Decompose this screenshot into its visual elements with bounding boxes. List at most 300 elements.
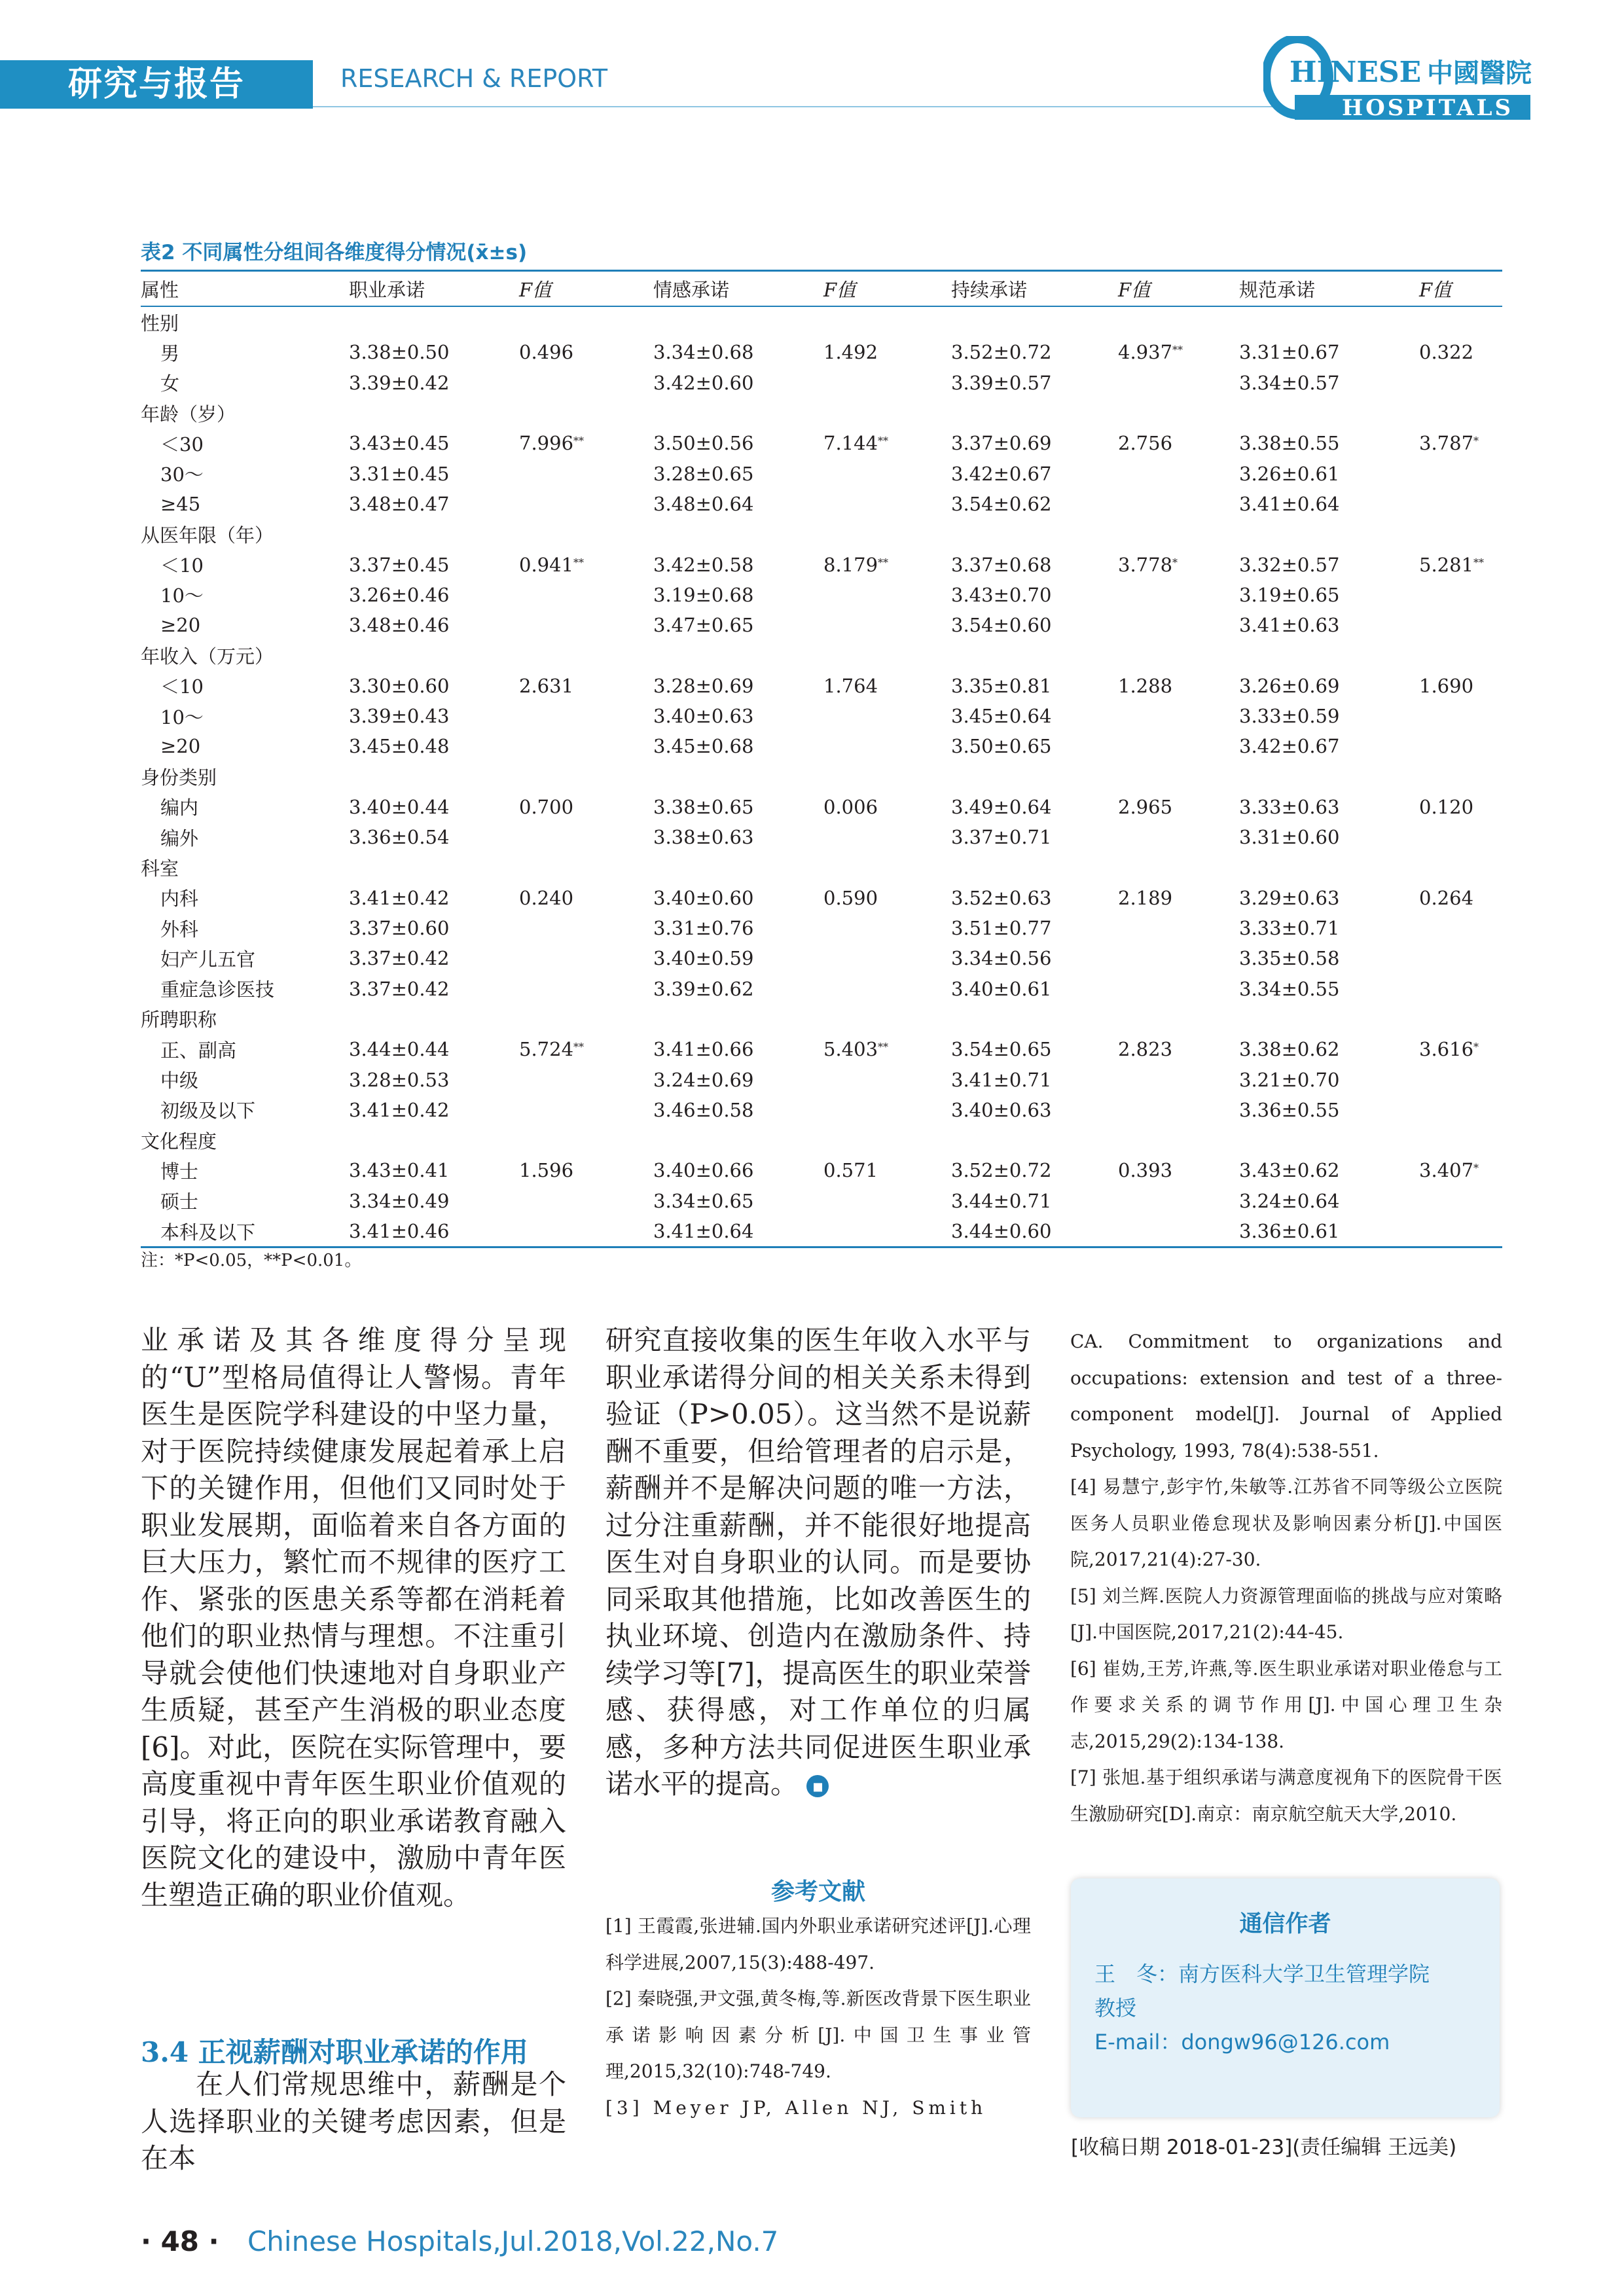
table-cell: 3.44±0.44 xyxy=(349,1038,450,1061)
table-cell xyxy=(1118,489,1239,519)
body-paragraph-text: 研究直接收集的医生年收入水平与职业承诺得分间的相关关系未得到验证（P>0.05）。这当然不是说薪酬不重要，但给管理者的启示是，薪酬并不是解决问题的唯一方法，过分注重薪酬，并不能很好地提高医生对自身职业的认同。而是要协同采取其他措施，比如改善医生的执业环境、创造内在激励条件、持续学习等[7]，提高医生的职业荣誉感、获得感，对工作单位的归属感，多种方法共同促进医生职业承诺水平的提高。 xyxy=(605,1324,1031,1800)
table-cell: 3.33±0.63 xyxy=(1239,795,1340,818)
table-cell: 3.31±0.60 xyxy=(1239,826,1340,849)
table-cell: 7.996** xyxy=(519,432,585,455)
table-cell: 3.41±0.63 xyxy=(1239,614,1340,637)
table-group-row xyxy=(141,640,1502,670)
body-paragraph xyxy=(605,1322,1031,1803)
table-caption: 表2 不同属性分组间各维度得分情况(x̄±s) xyxy=(141,241,528,264)
table-cell: 0.496 xyxy=(519,341,574,364)
table-cell: 3.41±0.64 xyxy=(653,1216,823,1247)
significance-mark: * xyxy=(1172,556,1178,569)
table-cell xyxy=(823,731,951,761)
section-title-en: RESEARCH & REPORT xyxy=(340,64,608,93)
table-cell xyxy=(1118,610,1239,640)
table-cell: 3.28±0.53 xyxy=(349,1068,450,1091)
table-cell-label: 10～ xyxy=(160,706,204,728)
table-cell: 3.24±0.64 xyxy=(1239,1189,1340,1212)
table-cell: 3.45±0.68 xyxy=(653,735,754,758)
table-row xyxy=(141,1034,1502,1064)
table-cell xyxy=(349,1125,519,1155)
table-cell xyxy=(1419,1004,1502,1034)
table-cell xyxy=(653,640,823,670)
table-cell: 3.40±0.63 xyxy=(951,1098,1052,1121)
table-cell: 3.28±0.69 xyxy=(653,674,754,697)
table-cell: 3.31±0.76 xyxy=(653,917,754,940)
table-cell: 0.590 xyxy=(823,886,878,909)
references-list-col2 xyxy=(605,1908,1031,2126)
table-cell: 1.288 xyxy=(1118,674,1173,697)
table-cell: 3.44±0.60 xyxy=(951,1216,1118,1247)
table-cell xyxy=(1419,306,1502,337)
table-cell: 3.39±0.42 xyxy=(349,371,450,394)
table-cell xyxy=(519,1125,653,1155)
table-cell: 1.492 xyxy=(823,341,878,364)
reference-item: [2] 秦晓强,尹文强,黄冬梅,等.新医改背景下医生职业承诺影响因素分析[J].中国卫生事业管理,2015,32(10):748-749. xyxy=(605,1988,1031,2082)
table-row xyxy=(141,883,1502,913)
table-cell xyxy=(519,1004,653,1034)
significance-mark: * xyxy=(1473,1041,1479,1054)
table-cell xyxy=(349,852,519,882)
table-cell xyxy=(951,1004,1118,1034)
svg-text:中國醫院: 中國醫院 xyxy=(1427,58,1532,88)
table-row xyxy=(141,671,1502,701)
table-cell xyxy=(519,306,653,337)
table-cell xyxy=(1419,1064,1502,1094)
table-cell: 3.50±0.65 xyxy=(951,735,1052,758)
table-cell: 3.39±0.57 xyxy=(951,371,1052,394)
table-cell xyxy=(1419,610,1502,640)
table-cell: 1.596 xyxy=(519,1159,574,1182)
table-cell: 3.36±0.54 xyxy=(349,826,450,849)
table-cell xyxy=(1239,398,1419,428)
table-cell: 3.48±0.46 xyxy=(349,614,450,637)
table-cell xyxy=(823,1186,951,1216)
table-cell xyxy=(1118,1186,1239,1216)
table-cell: 3.54±0.60 xyxy=(951,614,1052,637)
table-cell: 0.240 xyxy=(519,886,574,909)
reference-item: [6] 崔妫,王芳,许燕,等.医生职业承诺对职业倦怠与工作要求关系的调节作用[J].中国心理卫生杂志,2015,29(2):134-138. xyxy=(1070,1657,1502,1752)
table-cell: 3.39±0.43 xyxy=(349,705,450,727)
table-cell xyxy=(823,489,951,519)
table-cell xyxy=(1419,822,1502,852)
table-cell: 0.571 xyxy=(823,1159,878,1182)
table-cell: 3.41±0.64 xyxy=(1239,492,1340,515)
table-row xyxy=(141,428,1502,458)
table-cell: 3.52±0.72 xyxy=(951,341,1052,364)
table-cell xyxy=(653,1004,823,1034)
table-row xyxy=(141,913,1502,943)
table-cell-label: 妇产儿五官 xyxy=(160,948,256,971)
table-cell xyxy=(1118,701,1239,731)
table-cell xyxy=(1419,943,1502,973)
table-cell: 3.41±0.42 xyxy=(349,1098,450,1121)
table-cell xyxy=(823,610,951,640)
table-cell xyxy=(951,761,1118,791)
table-cell: 0.393 xyxy=(1118,1159,1173,1182)
table-cell xyxy=(1118,1216,1239,1247)
table-cell: 8.179** xyxy=(823,553,889,576)
significance-mark: * xyxy=(1473,1162,1479,1175)
table-cell: 3.30±0.60 xyxy=(349,674,450,697)
table-cell: 3.37±0.60 xyxy=(349,917,450,940)
table-cell xyxy=(951,398,1118,428)
table-cell xyxy=(1239,519,1419,549)
table-row xyxy=(141,1216,1502,1247)
table-cell xyxy=(823,398,951,428)
table-cell xyxy=(1118,943,1239,973)
table-cell xyxy=(823,640,951,670)
table-cell: 3.19±0.65 xyxy=(1239,583,1340,606)
table-cell: 3.43±0.45 xyxy=(349,432,450,455)
table-row xyxy=(141,1095,1502,1125)
table-row xyxy=(141,337,1502,367)
table-cell xyxy=(519,761,653,791)
page-footer xyxy=(141,2225,778,2257)
significance-mark: ** xyxy=(1172,344,1183,357)
table-cell xyxy=(823,913,951,943)
table-cell: 3.26±0.69 xyxy=(1239,674,1340,697)
table-cell-label: 从医年限（年） xyxy=(141,524,274,547)
table-cell-label: ＜30 xyxy=(160,433,204,456)
table-cell xyxy=(349,398,519,428)
table-row xyxy=(141,822,1502,852)
table-cell-label: 身份类别 xyxy=(141,766,217,789)
table-cell xyxy=(1419,761,1502,791)
table-row xyxy=(141,731,1502,761)
header-rule xyxy=(313,106,1282,107)
table-cell: 3.42±0.60 xyxy=(653,371,754,394)
table-row xyxy=(141,701,1502,731)
table-cell xyxy=(823,1216,951,1247)
table-cell-label: 男 xyxy=(160,342,180,365)
table-cell: 0.120 xyxy=(1419,795,1474,818)
table-cell xyxy=(1239,852,1419,882)
correspondence-email: E-mail：dongw96@126.com xyxy=(1094,2030,1390,2054)
table-cell xyxy=(1118,368,1239,398)
table-cell xyxy=(823,306,951,337)
correspondence-title: 通信作者 xyxy=(1239,1911,1331,1937)
table-cell xyxy=(1419,1095,1502,1125)
table-cell: 7.144** xyxy=(823,432,889,455)
table-cell: 3.26±0.46 xyxy=(349,583,450,606)
table-cell-label: 外科 xyxy=(160,918,199,941)
table-cell xyxy=(1419,1186,1502,1216)
table-row xyxy=(141,974,1502,1004)
table-cell xyxy=(1419,580,1502,610)
table-cell-label: 年收入（万元） xyxy=(141,645,274,668)
table-cell: 2.965 xyxy=(1118,795,1173,818)
table-cell xyxy=(1118,913,1239,943)
table-cell-label: 文化程度 xyxy=(141,1130,217,1153)
table-cell: 3.47±0.65 xyxy=(653,614,754,637)
table-cell-label: 正、副高 xyxy=(160,1039,237,1062)
header-normative-commitment: 规范承诺 xyxy=(1239,271,1419,307)
table-cell: 3.45±0.48 xyxy=(349,735,450,758)
table-cell: 3.42±0.58 xyxy=(653,553,754,576)
table-cell xyxy=(1419,489,1502,519)
table-cell xyxy=(1118,822,1239,852)
body-paragraph: 业承诺及其各维度得分呈现的“U”型格局值得让人警惕。青年医生是医院学科建设的中坚力量，对于医院持续健康发展起着承上启下的关键作用，但他们又同时处于职业发展期，面临着来自各方面的巨大压力，繁忙而不规律的医疗工作、紧张的医患关系等都在消耗着他们的职业热情与理想。不注重引导就会使他们快速地对自身职业产生质疑，甚至产生消极的职业态度[6]。对此，医院在实际管理中，要高度重视中青年医生职业价值观的引导，将正向的职业承诺教育融入医院文化的建设中，激励中青年医生塑造正确的职业价值观。 xyxy=(141,1324,566,1911)
table-cell: 4.937** xyxy=(1118,341,1183,364)
table-cell: 3.39±0.62 xyxy=(653,977,754,1000)
table-cell-label: 所聘职称 xyxy=(141,1009,217,1031)
table-cell: 3.38±0.55 xyxy=(1239,432,1340,455)
table-cell: 3.38±0.50 xyxy=(349,341,450,364)
table-cell-label: 性别 xyxy=(141,312,179,334)
table-cell xyxy=(1118,1125,1239,1155)
table-cell: 3.51±0.77 xyxy=(951,917,1052,940)
table-cell xyxy=(823,1095,951,1125)
table-row xyxy=(141,792,1502,822)
section-heading-3-4: 3.4 正视薪酬对职业承诺的作用 xyxy=(141,2036,528,2068)
table-cell: 3.41±0.42 xyxy=(349,886,450,909)
table-row xyxy=(141,1186,1502,1216)
table-cell xyxy=(1239,306,1419,337)
table-cell xyxy=(1118,640,1239,670)
table-cell: 3.31±0.45 xyxy=(349,462,450,485)
data-table xyxy=(141,270,1502,1248)
table-cell xyxy=(349,761,519,791)
correspondence-title-rank: 教授 xyxy=(1094,1996,1137,2020)
table-cell: 2.823 xyxy=(1118,1038,1173,1061)
table-cell-label: 重症急诊医技 xyxy=(160,978,275,1001)
table-cell: 3.37±0.45 xyxy=(349,553,450,576)
table-cell: 3.43±0.70 xyxy=(951,583,1052,606)
table-cell: 3.34±0.65 xyxy=(653,1189,754,1212)
table-cell xyxy=(653,1125,823,1155)
table-cell: 3.34±0.68 xyxy=(653,341,754,364)
table-cell xyxy=(1118,519,1239,549)
table-cell xyxy=(1239,1004,1419,1034)
table-cell-label: ＜10 xyxy=(160,554,204,577)
table-cell xyxy=(1118,306,1239,337)
table-cell: 3.778* xyxy=(1118,553,1178,576)
table-cell: 3.42±0.67 xyxy=(1239,735,1340,758)
table-cell: 3.37±0.42 xyxy=(349,947,450,970)
table-cell xyxy=(823,943,951,973)
body-paragraph: 在人们常规思维中，薪酬是个人选择职业的关键考虑因素，但是在本 xyxy=(141,2068,566,2174)
table-cell: 3.35±0.58 xyxy=(1239,947,1340,970)
table-cell xyxy=(823,974,951,1004)
table-cell: 3.37±0.71 xyxy=(951,826,1052,849)
table-row xyxy=(141,580,1502,610)
journal-citation: Chinese Hospitals,Jul.2018,Vol.22,No.7 xyxy=(247,2225,779,2257)
table-header-row xyxy=(141,271,1502,307)
table-row xyxy=(141,549,1502,579)
table-cell xyxy=(519,943,653,973)
table-cell: 3.38±0.65 xyxy=(653,795,754,818)
table-cell: 3.48±0.47 xyxy=(349,492,450,515)
table-group-row xyxy=(141,306,1502,337)
table-cell: 3.29±0.63 xyxy=(1239,886,1340,909)
table-cell: 3.34±0.55 xyxy=(1239,977,1340,1000)
table-cell: 0.941** xyxy=(519,553,585,576)
table-cell: 2.189 xyxy=(1118,886,1173,909)
journal-logo xyxy=(1263,36,1532,121)
significance-mark: ** xyxy=(573,435,585,448)
table-cell: 3.50±0.56 xyxy=(653,432,754,455)
table-cell xyxy=(1118,458,1239,488)
table-group-row xyxy=(141,1004,1502,1034)
table-cell xyxy=(519,610,653,640)
table-row xyxy=(141,489,1502,519)
table-cell xyxy=(349,306,519,337)
table-cell xyxy=(823,1064,951,1094)
table-cell: 3.21±0.70 xyxy=(1239,1068,1340,1091)
table-cell xyxy=(1419,368,1502,398)
reference-item: [1] 王霞霞,张进辅.国内外职业承诺研究述评[J].心理科学进展,2007,15(3):488-497. xyxy=(605,1915,1031,1973)
table-cell: 3.40±0.59 xyxy=(653,947,754,970)
header-f-value: F值 xyxy=(823,271,951,307)
table-cell: 3.43±0.62 xyxy=(1239,1159,1340,1182)
table-cell-label: 编外 xyxy=(160,827,199,850)
table-cell xyxy=(951,852,1118,882)
table-cell xyxy=(519,701,653,731)
table-cell: 3.52±0.63 xyxy=(951,886,1052,909)
table-cell xyxy=(653,306,823,337)
table-cell xyxy=(519,489,653,519)
table-cell xyxy=(1118,1064,1239,1094)
table-cell: 3.36±0.55 xyxy=(1239,1098,1340,1121)
table-row xyxy=(141,1064,1502,1094)
table-row xyxy=(141,1155,1502,1185)
end-mark-icon: ◼ xyxy=(806,1775,829,1797)
table-cell-label: ≥20 xyxy=(160,735,201,758)
table-cell xyxy=(349,1004,519,1034)
header-continuance-commitment: 持续承诺 xyxy=(951,271,1118,307)
table-cell xyxy=(1239,1125,1419,1155)
table-cell: 0.264 xyxy=(1419,886,1474,909)
table-cell: 5.724** xyxy=(519,1038,585,1061)
table-cell-label: 硕士 xyxy=(160,1191,199,1213)
body-column-2 xyxy=(605,1322,1031,1803)
table-body xyxy=(141,306,1502,1247)
table-cell: 0.700 xyxy=(519,795,574,818)
reference-item: CA. Commitment to organizations and occupations: extension and test of a three-component model[J]. Journal of Applied Psychology, 1993, 78(4):538-551. xyxy=(1070,1331,1502,1462)
table-cell: 5.281** xyxy=(1419,553,1485,576)
table-cell xyxy=(349,640,519,670)
table-cell: 3.40±0.63 xyxy=(653,705,754,727)
table-cell-label: 女 xyxy=(160,372,180,395)
table-cell xyxy=(951,640,1118,670)
table-cell-label: 科室 xyxy=(141,857,179,880)
table-cell: 3.38±0.63 xyxy=(653,826,754,849)
table-cell-label: ＜10 xyxy=(160,675,204,698)
table-cell xyxy=(823,368,951,398)
table-cell xyxy=(519,458,653,488)
table-row xyxy=(141,368,1502,398)
table-cell xyxy=(1419,1216,1502,1247)
table-cell xyxy=(653,398,823,428)
table-cell: 3.26±0.61 xyxy=(1239,462,1340,485)
references-title: 参考文献 xyxy=(770,1878,865,1905)
table-cell xyxy=(653,761,823,791)
table-cell xyxy=(1118,580,1239,610)
table-cell: 3.41±0.66 xyxy=(653,1038,754,1061)
reference-item: [3] Meyer JP, Allen NJ, Smith xyxy=(605,2096,987,2119)
table-cell xyxy=(1118,398,1239,428)
table-cell xyxy=(823,1125,951,1155)
table-cell: 3.40±0.44 xyxy=(349,795,450,818)
table-cell xyxy=(519,731,653,761)
table-cell xyxy=(519,974,653,1004)
significance-mark: ** xyxy=(573,1041,585,1054)
table-cell-label: 10～ xyxy=(160,584,204,607)
table-cell: 3.49±0.64 xyxy=(951,795,1052,818)
header-f-value: F值 xyxy=(1419,271,1502,307)
reference-item: [5] 刘兰辉.医院人力资源管理面临的挑战与应对策略[J].中国医院,2017,21(2):44-45. xyxy=(1070,1585,1502,1643)
table-cell-label: 初级及以下 xyxy=(160,1100,256,1122)
table-cell xyxy=(1118,974,1239,1004)
significance-mark: ** xyxy=(878,435,889,448)
table-cell: 3.41±0.71 xyxy=(951,1068,1052,1091)
table-cell xyxy=(1118,1004,1239,1034)
table-cell xyxy=(519,640,653,670)
table-cell xyxy=(653,519,823,549)
table-cell: 3.38±0.62 xyxy=(1239,1038,1340,1061)
table-cell xyxy=(1419,519,1502,549)
table-cell: 3.34±0.57 xyxy=(1239,371,1340,394)
table-cell: 3.28±0.65 xyxy=(653,462,754,485)
table-cell xyxy=(951,1125,1118,1155)
table-cell xyxy=(1419,731,1502,761)
table-cell: 2.756 xyxy=(1118,432,1173,455)
table-note: 注：*P<0.05，**P<0.01。 xyxy=(141,1251,362,1270)
table-cell xyxy=(823,701,951,731)
table-cell xyxy=(519,1064,653,1094)
table-cell: 3.33±0.59 xyxy=(1239,705,1340,727)
table-cell: 3.40±0.66 xyxy=(653,1159,754,1182)
table-cell xyxy=(519,1095,653,1125)
table-cell xyxy=(1239,761,1419,791)
table-cell-label: 编内 xyxy=(160,797,199,819)
table-cell xyxy=(653,852,823,882)
table-row xyxy=(141,943,1502,973)
table-cell xyxy=(519,580,653,610)
table-cell: 3.54±0.65 xyxy=(951,1038,1052,1061)
header-career-commitment: 职业承诺 xyxy=(349,271,519,307)
table-cell: 3.407* xyxy=(1419,1159,1479,1182)
table-cell-label: 30～ xyxy=(160,463,204,486)
table-cell xyxy=(519,368,653,398)
table-cell xyxy=(1118,852,1239,882)
table-cell xyxy=(823,519,951,549)
table-cell: 3.45±0.64 xyxy=(951,705,1052,727)
table-cell: 3.46±0.58 xyxy=(653,1098,754,1121)
table-cell xyxy=(1419,913,1502,943)
table-group-row xyxy=(141,519,1502,549)
table-cell xyxy=(823,1004,951,1034)
table-cell xyxy=(951,519,1118,549)
header-f-value: F值 xyxy=(1118,271,1239,307)
table-cell xyxy=(823,761,951,791)
table-cell: 3.42±0.67 xyxy=(951,462,1052,485)
table-cell: 3.616* xyxy=(1419,1038,1479,1061)
table-cell xyxy=(519,913,653,943)
table-cell: 0.006 xyxy=(823,795,878,818)
table-cell: 3.52±0.72 xyxy=(951,1159,1052,1182)
table-cell-label: ≥45 xyxy=(160,492,201,515)
table-cell-label: 内科 xyxy=(160,888,199,910)
table-cell: 3.54±0.62 xyxy=(951,492,1052,515)
table-cell xyxy=(519,1186,653,1216)
table-cell xyxy=(1239,640,1419,670)
significance-mark: ** xyxy=(878,1041,889,1054)
header-f-value: F值 xyxy=(519,271,653,307)
table-cell-label: ≥20 xyxy=(160,614,201,637)
table-cell: 1.764 xyxy=(823,674,878,697)
